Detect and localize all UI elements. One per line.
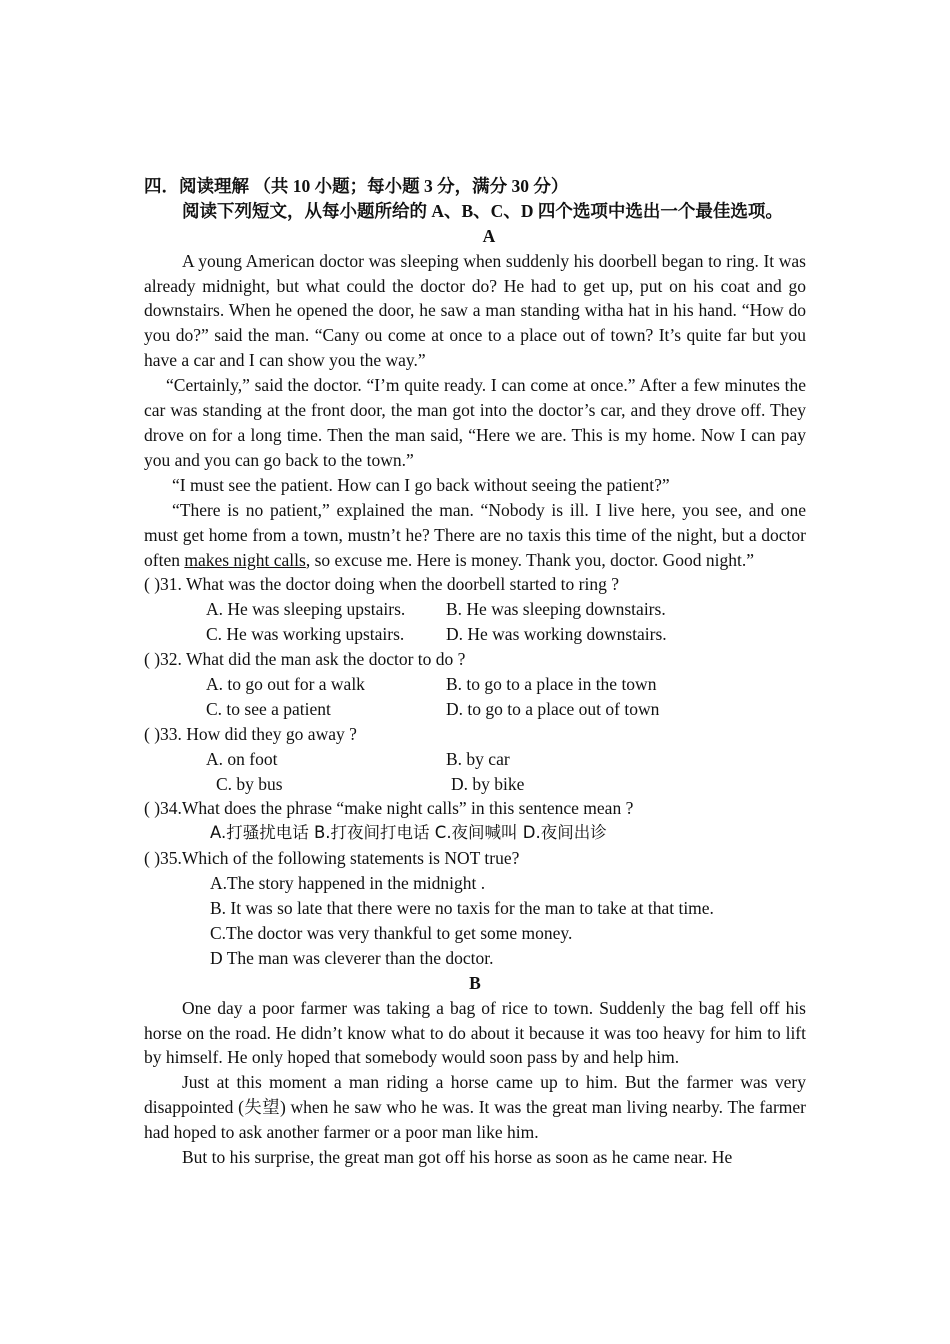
section-instruction: 阅读下列短文，从每小题所给的 A、B、C、D 四个选项中选出一个最佳选项。 — [182, 200, 783, 221]
q32-option-a: A. to go out for a walk — [206, 674, 365, 695]
question-32-options-row-1 — [144, 672, 806, 697]
q32-option-b: B. to go to a place in the town — [446, 674, 657, 695]
q31-option-d: D. He was working downstairs. — [446, 624, 667, 645]
question-34: ( )34.What does the phrase “make night calls” in this sentence mean ? — [144, 798, 634, 819]
q31-option-b: B. He was sleeping downstairs. — [446, 599, 666, 620]
passage-a-paragraph-3: “I must see the patient. How can I go back without seeing the patient?” — [172, 474, 670, 495]
question-33: ( )33. How did they go away ? — [144, 723, 357, 744]
q33-option-b: B. by car — [446, 748, 510, 769]
q35-option-b: B. It was so late that there were no taxis for the man to take at that time. — [210, 898, 714, 919]
passage-a-paragraph-1: A young American doctor was sleeping when suddenly his doorbell began to ring. It was already midnight, but what could the doctor do? He had to get up, put on his coat and go downstairs. When he opened the door, he saw a man standing witha hat in his hand. “How do you do?” said the man. “Cany ou come at once to a place out of town? It’s quite far but you have a car and I can show you the way.” — [144, 250, 806, 371]
passage-a-paragraph-4 — [144, 498, 806, 573]
question-34-options: A.打骚扰电话 B.打夜间打电话 C.夜间喊叫 D.夜间出诊 — [210, 823, 607, 843]
q33-option-a: A. on foot — [206, 748, 278, 769]
question-31-options-row-2 — [144, 622, 806, 647]
q32-option-d: D. to go to a place out of town — [446, 698, 660, 719]
q35-option-a: A.The story happened in the midnight . — [210, 873, 486, 894]
q31-option-a: A. He was sleeping upstairs. — [206, 599, 406, 620]
passage-a-paragraph-2: “Certainly,” said the doctor. “I’m quite ready. I can come at once.” After a few minutes the car was standing at the front door, the man got into the doctor’s car, and they drove off. They drove on for a long time. Then the man said, “Here we are. This is my home. Now I can pay you and you can go back to the town.” — [144, 375, 806, 470]
question-32-options-row-2 — [144, 697, 806, 722]
paragraph-4-text-start: “There is no patient,” explained the man. “Nobody is ill. I live here, you see, and one must get home from a town, mustn’t he? There are no taxis this time of the night, but a doctor often — [144, 499, 806, 570]
q33-option-c: C. by bus — [216, 773, 283, 794]
q35-option-d: D The man was cleverer than the doctor. — [210, 947, 494, 968]
q35-option-c: C.The doctor was very thankful to get some money. — [210, 922, 573, 943]
q31-option-c: C. He was working upstairs. — [206, 624, 405, 645]
q33-option-d: D. by bike — [451, 773, 525, 794]
section-header: 四．阅读理解 （共 10 小题；每小题 3 分，满分 30 分） — [144, 176, 569, 196]
paragraph-4-text-end: , so excuse me. Here is money. Thank you, doctor. Good night.” — [305, 549, 754, 570]
passage-b-paragraph-2: Just at this moment a man riding a horse came up to him. But the farmer was very disappointed (失望) when he saw who he was. It was the great man living nearby. The farmer had hoped to ask another farmer or a poor man like him. — [144, 1072, 806, 1143]
passage-a-label: A — [482, 225, 496, 246]
q32-option-c: C. to see a patient — [206, 698, 331, 719]
passage-b-paragraph-3: But to his surprise, the great man got off his horse as soon as he came near. He — [182, 1147, 733, 1168]
question-32: ( )32. What did the man ask the doctor to do ? — [144, 649, 466, 670]
question-35: ( )35.Which of the following statements is NOT true? — [144, 848, 520, 869]
reading-section — [144, 174, 806, 1170]
passage-b-paragraph-1: One day a poor farmer was taking a bag of rice to town. Suddenly the bag fell off his horse on the road. He didn’t know what to do about it because it was too heavy for him to lift by himself. He only hoped that somebody would soon pass by and help him. — [144, 997, 806, 1068]
passage-b-label: B — [469, 972, 481, 993]
question-31-options-row-1 — [144, 597, 806, 622]
question-33-options-row-2 — [144, 772, 806, 797]
underlined-phrase: makes night calls — [184, 549, 306, 570]
question-31: ( )31. What was the doctor doing when the doorbell started to ring ? — [144, 574, 619, 595]
question-33-options-row-1 — [144, 747, 806, 772]
